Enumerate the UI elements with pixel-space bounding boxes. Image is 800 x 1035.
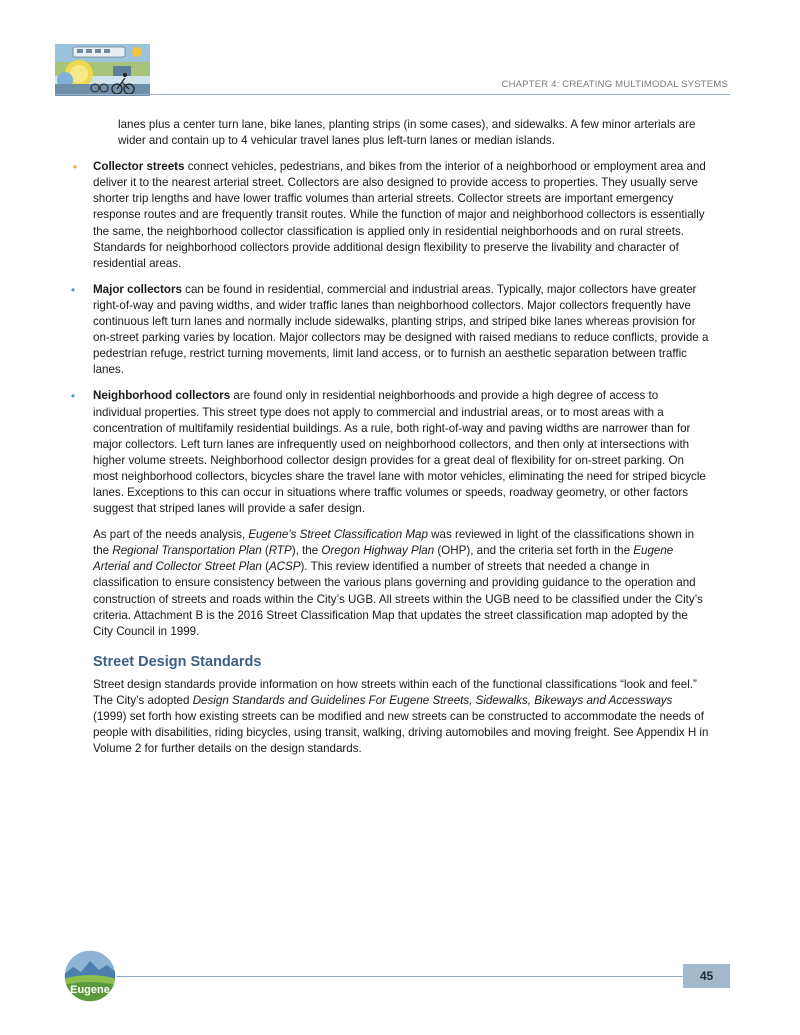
list-item-collector-streets: • Collector streets connect vehicles, pedestrians, and bikes from the interior of a neighborhood or employment area and deliver it to the nearest arterial street. Collectors are also designed to provide access to properties. They usually serve shorter trip lengths and have lower traffic volumes than arterial streets. Collector streets are important emergency response routes and are frequently transit routes. While the function of major and neighborhood collectors is essentially the same, the neighborhood collector classification is applied only in residential neighborhoods and on rural streets. Standards for neighborhood collectors provide additional design flexibility to preserve the livability and character of residential areas.	[93, 159, 709, 272]
bullet-icon: •	[70, 282, 76, 297]
term-major-collectors: Major collectors	[93, 282, 182, 296]
chapter-title: CHAPTER 4: CREATING MULTIMODAL SYSTEMS	[501, 79, 728, 90]
paragraph-needs-analysis: As part of the needs analysis, Eugene’s Street Classification Map was reviewed in light of the classifications shown in the Regional Transportation Plan (RTP), the Oregon Highway Plan (OHP), and the criteria set forth in the Eugene Arterial and Collector Street Plan (ACSP). This review identified a number of streets that needed a change in classification to ensure consistency between the various plans governing and providing guidance to the operation and construction of streets and roads within the City’s UGB. All streets within the UGB need to be classified under the City’s criteria. Attachment B is the 2016 Street Classification Map that updates the street classification map adopted by the City Council in 1999.	[93, 528, 703, 638]
multimodal-collage-icon	[55, 44, 150, 96]
list-item-major-collectors: • Major collectors can be found in residential, commercial and industrial areas. Typically, major collectors have greater right-of-way and paving widths, and wider traffic lanes than neighborhood collectors. Major collectors frequently have continuous left turn lanes and normally include sidewalks, planting strips, and striped bike lanes whereas provision for on-street parking varies by location. Major collectors may be designed with raised medians to reduce conflicts, provide a pedestrian refuge, restrict turning movements, limit land access, or to furnish an aesthetic separation between traffic lanes.	[93, 282, 709, 379]
eugene-logo	[63, 949, 117, 1003]
term-collector-streets: Collector streets	[93, 160, 185, 174]
footer-divider	[110, 976, 730, 977]
paragraph-continuation: lanes plus a center turn lane, bike lanes, planting strips (in some cases), and sidewalks. A few minor arterials are wider and contain up to 4 vehicular travel lanes plus left-turn lanes or median islands.	[118, 118, 696, 148]
bullet-icon: •	[72, 160, 78, 175]
term-neighborhood-collectors: Neighborhood collectors	[93, 389, 231, 403]
bullet-icon: •	[70, 389, 76, 404]
header-divider	[55, 94, 730, 95]
body-content	[70, 117, 709, 757]
list-item-neighborhood-collectors: • Neighborhood collectors are found only in residential neighborhoods and provide a high degree of access to individual properties. This street type does not apply to commercial and industrial areas, or to most areas with a concentration of multifamily residential buildings. As a rule, both right-of-way and paving widths are narrower than for major collectors. Left turn lanes are infrequently used on neighborhood collectors, and then only at intersections with higher volume streets. Neighborhood collector design provides for a great deal of flexibility for on-street parking. On most neighborhood collectors, bicycles share the travel lane with motor vehicles, eliminating the need for striped bicycle lanes. Exceptions to this can occur in situations where traffic volumes or speeds, roadway geometry, or other factors suggest that striped lanes will provide a safer design.	[93, 388, 709, 517]
svg-text:Eugene: Eugene	[70, 984, 110, 996]
section-heading: Street Design Standards	[93, 653, 262, 670]
page-number: 45	[683, 964, 730, 988]
paragraph-design-standards: Street design standards provide information on how streets within each of the functional classifications “look and feel.” The City’s adopted Design Standards and Guidelines For Eugene Streets, Sidewalks, Bikeways and Accessways (1999) set forth how existing streets can be modified and new streets can be constructed to accommodate the needs of people with disabilities, riding bicycles, using transit, walking, driving automobiles and moving freight. See Appendix H in Volume 2 for further details on the design standards.	[93, 677, 709, 756]
